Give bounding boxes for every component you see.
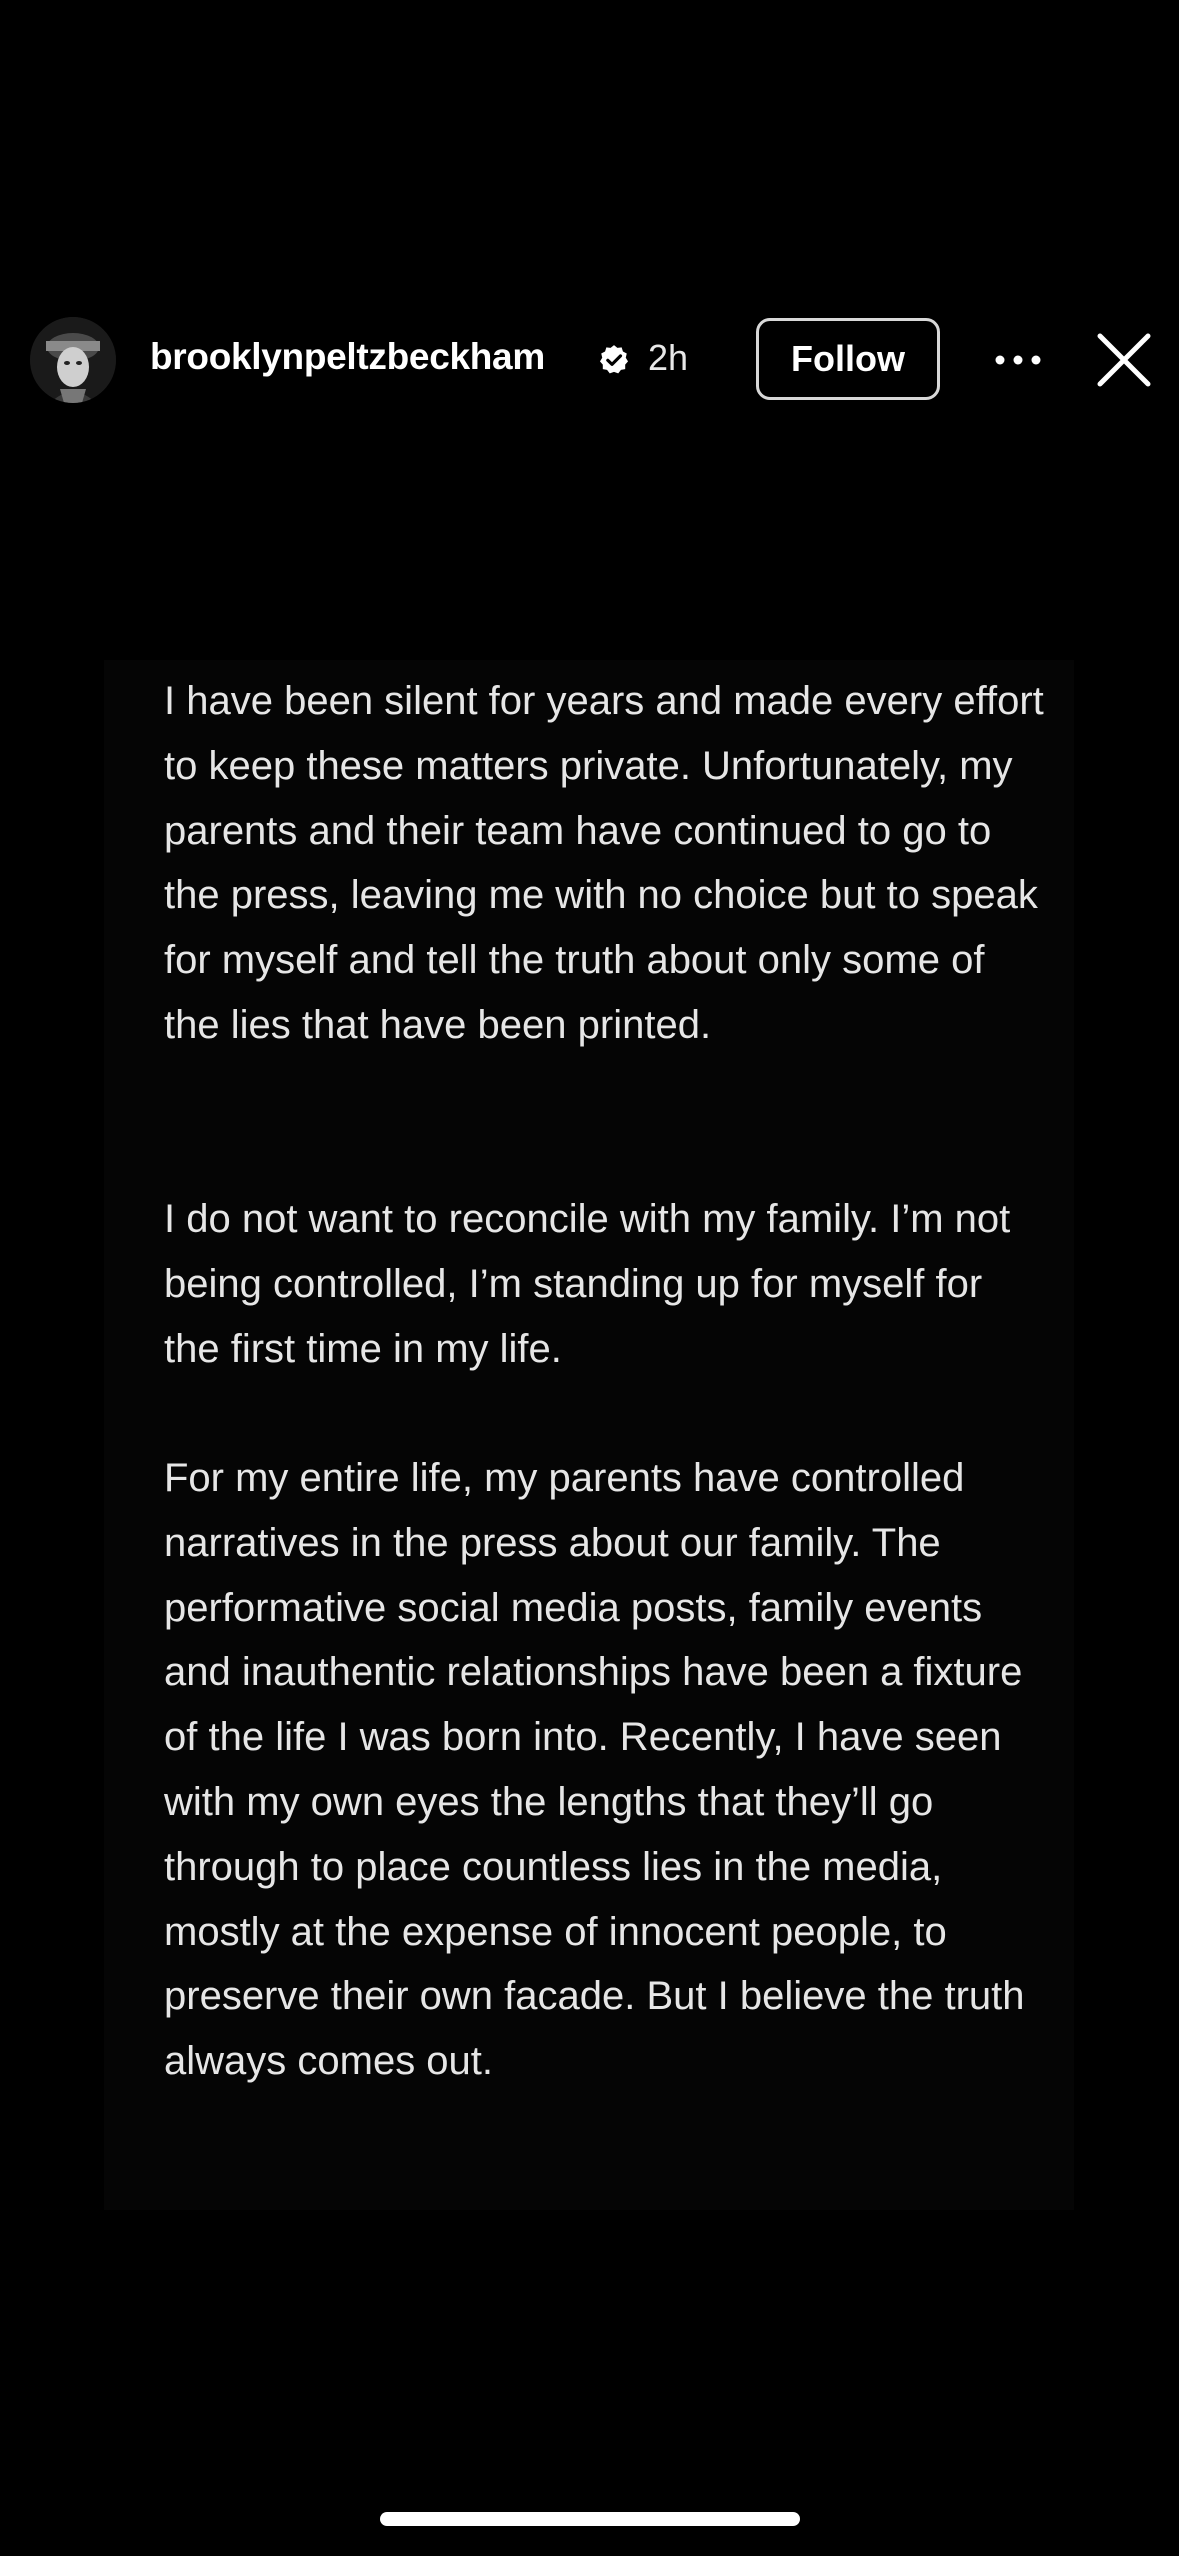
home-indicator[interactable] — [380, 2512, 800, 2526]
username[interactable]: brooklynpeltzbeckham — [150, 336, 545, 377]
follow-button[interactable]: Follow — [756, 318, 940, 400]
post-time: 2h — [648, 337, 689, 378]
more-icon[interactable] — [988, 332, 1048, 388]
story-paragraph-2: I do not want to reconcile with my family. I’m not being controlled, I’m standing up for myself for the first time in my life. — [164, 1197, 1011, 1371]
story-paragraph-3: For my entire life, my parents have controlled narratives in the press about our family. The performative social media posts, family events and inauthentic relationships have been a fixture of the life I was born into. Recently, I have seen with my own eyes the lengths that they’ll go through to place countless lies in the media, mostly at the expense of innocent people, to preserve their own facade. But I believe the truth always comes out. — [164, 1456, 1025, 2084]
avatar[interactable] — [30, 317, 116, 403]
avatar-image — [30, 317, 116, 403]
verified-badge-icon — [597, 343, 631, 377]
story-header — [0, 312, 1179, 408]
story-paragraph-1: I have been silent for years and made every effort to keep these matters private. Unfortunately, my parents and their team have continued to go to the press, leaving me with no choice but to speak for myself and tell the truth about only some of the lies that have been printed. — [164, 679, 1044, 1047]
close-icon[interactable] — [1094, 330, 1154, 390]
